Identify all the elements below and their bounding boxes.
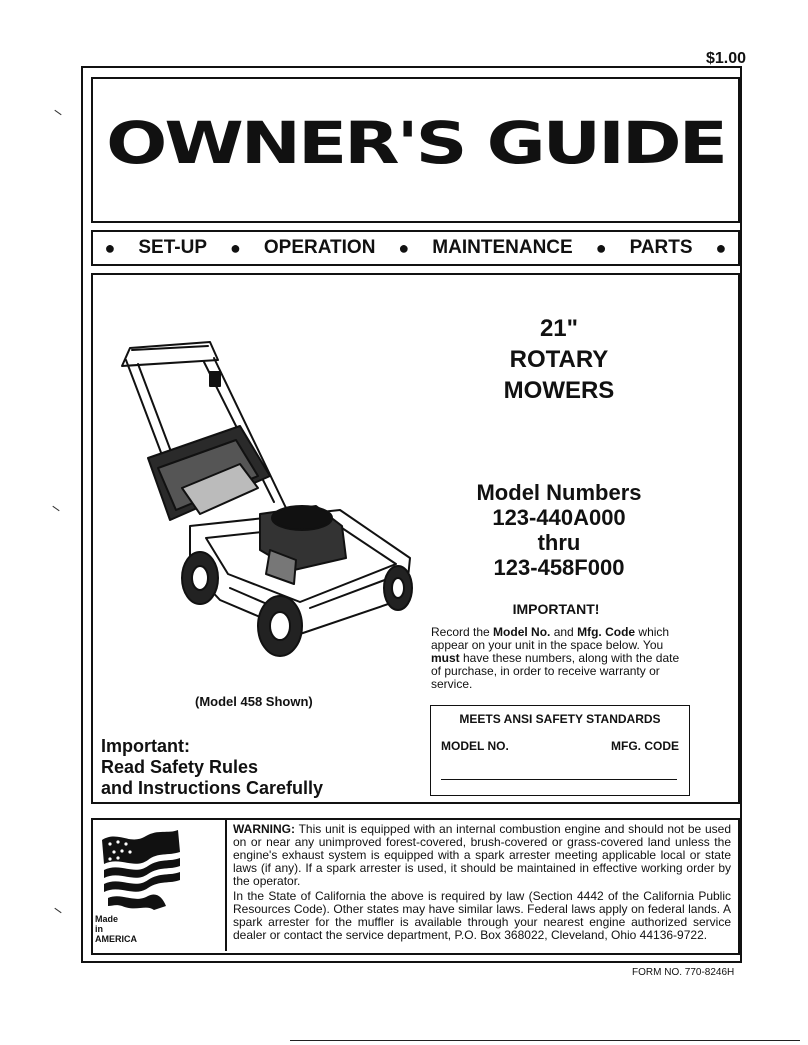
scan-edge-line [290,1040,800,1041]
lawn-mower-icon [110,338,422,660]
model-numbers-label: Model Numbers [476,480,642,505]
important-must: must [431,651,460,665]
model-numbers [453,480,665,580]
warning-text [233,823,731,888]
price-label: $1.00 [706,50,747,67]
made-in-line: AMERICA [95,934,137,944]
bullet-icon: ● [595,237,607,258]
warning-label: WARNING: [233,822,295,836]
bullet-icon: ● [230,237,241,258]
american-flag-icon [96,826,184,912]
safety-notice-line: and Instructions Carefully [101,778,324,798]
ansi-title: MEETS ANSI SAFETY STANDARDS [459,712,661,726]
scan-mark [54,110,61,115]
safety-notice [101,736,323,799]
made-in-america-label [95,914,137,944]
scan-mark [52,506,59,511]
title-banner [91,77,740,223]
important-text-part: which appear on your unit in the space below. You [431,625,670,652]
made-in-line: Made [95,914,119,924]
safety-notice-line: Read Safety Rules [101,757,259,777]
product-category: MOWERS [503,377,615,404]
model-no-label: MODEL NO. [441,739,509,753]
model-range-thru: thru [537,530,581,555]
warning-body: This unit is equipped with an internal combustion engine and should not be used on or near any unimproved forest-covered, brush-covered or grass-covered land unless the engine's exhaust system is equipped with a spark arrester meeting applicable local or state laws (if any). If a spark arrester is used, it should be maintained in effective working order by the operator. [233,822,731,888]
important-text [431,626,689,691]
important-text-part: and [550,625,578,639]
section-maintenance: MAINTENANCE [432,237,573,258]
model-range-start: 123-440A000 [492,505,626,530]
product-type: ROTARY [509,346,609,373]
section-parts: PARTS [629,237,693,258]
record-line [441,779,677,780]
important-heading: IMPORTANT! [512,601,600,617]
ansi-record-box [430,705,690,796]
bullet-icon: ● [398,237,410,258]
scan-mark [54,908,61,913]
important-mfg-code: Mfg. Code [577,625,636,639]
model-range-end: 123-458F000 [493,555,625,580]
important-model-no: Model No. [493,625,551,639]
section-setup: SET-UP [138,237,207,258]
safety-notice-line: Important: [101,736,190,756]
image-caption: (Model 458 Shown) [195,694,313,709]
product-size: 21" [539,315,579,342]
form-number: FORM NO. 770-8246H [632,967,735,978]
important-text-part: have these numbers, along with the date of purchase, in order to receive warranty or service. [431,651,680,691]
product-heading [453,313,665,406]
important-text-part: Record the [431,625,494,639]
mfg-code-label: MFG. CODE [611,739,679,753]
guide-title: OWNER'S GUIDE [106,109,725,177]
california-notice: In the State of California the above is required by law (Section 4442 of the California Public Resources Code). Other states may have similar laws. Federal laws apply on federal lands. A spark arrester for the muffler is available through your nearest engine authorized service dealer or contact the service department, P.O. Box 368022, Cleveland, Ohio 44136-9722. [233,889,731,942]
section-bar [91,230,740,266]
section-operation: OPERATION [263,237,376,258]
bullet-icon: ● [715,237,727,258]
made-in-line: in [95,924,103,934]
bullet-icon: ● [104,237,116,258]
